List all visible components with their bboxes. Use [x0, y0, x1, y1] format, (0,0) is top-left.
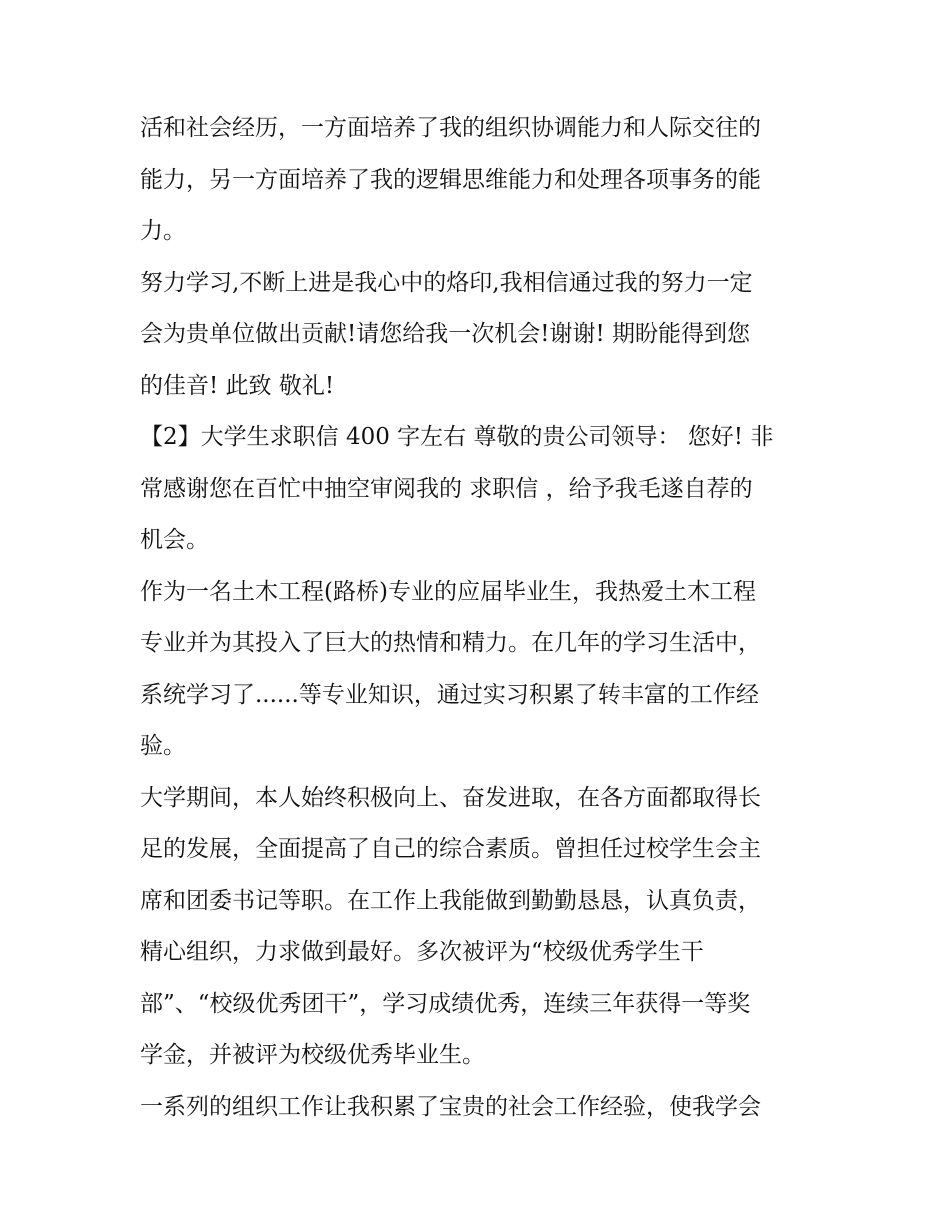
text-line: 席和团委书记等职。在工作上我能做到勤勤恳恳，认真负责，	[140, 887, 761, 914]
text-line: 系统学习了......等专业知识，通过实习积累了转丰富的工作经	[140, 681, 759, 708]
text-line: 作为一名土木工程(路桥)专业的应届毕业生，我热爱土木工程	[140, 578, 756, 605]
text-line: 学金，并被评为校级优秀毕业生。	[140, 1042, 485, 1068]
text-line: 大学期间，本人始终积极向上、奋发进取，在各方面都取得长	[140, 784, 761, 811]
text-line: 能力，另一方面培养了我的逻辑思维能力和处理各项事务的能	[140, 166, 761, 193]
text-line: 部”、“校级优秀团干”，学习成绩优秀，连续三年获得一等奖	[140, 990, 751, 1017]
text-line: 【2】大学生求职信 400 字左右 尊敬的贵公司领导： 您好! 非	[140, 424, 774, 450]
text-line: 精心组织，力求做到最好。多次被评为“校级优秀学生干	[140, 939, 704, 965]
text-line: 专业并为其投入了巨大的热情和精力。在几年的学习生活中，	[140, 630, 761, 656]
text-line: 常感谢您在百忙中抽空审阅我的 求职信 ，给予我毛遂自荐的	[140, 475, 753, 502]
text-line: 努力学习,不断上进是我心中的烙印,我相信通过我的努力一定	[140, 269, 753, 296]
text-line: 验。	[140, 733, 186, 759]
text-line: 活和社会经历，一方面培养了我的组织协调能力和人际交往的	[140, 115, 761, 141]
text-line: 会为贵单位做出贡献!请您给我一次机会!谢谢! 期盼能得到您	[140, 321, 751, 347]
text-line: 力。	[140, 218, 186, 244]
document-body	[140, 103, 815, 1133]
text-line: 足的发展，全面提高了自己的综合素质。曾担任过校学生会主	[140, 836, 761, 862]
text-line: 一系列的组织工作让我积累了宝贵的社会工作经验，使我学会	[140, 1093, 761, 1120]
text-line: 的佳音! 此致 敬礼!	[140, 372, 335, 399]
text-line: 机会。	[140, 527, 209, 553]
